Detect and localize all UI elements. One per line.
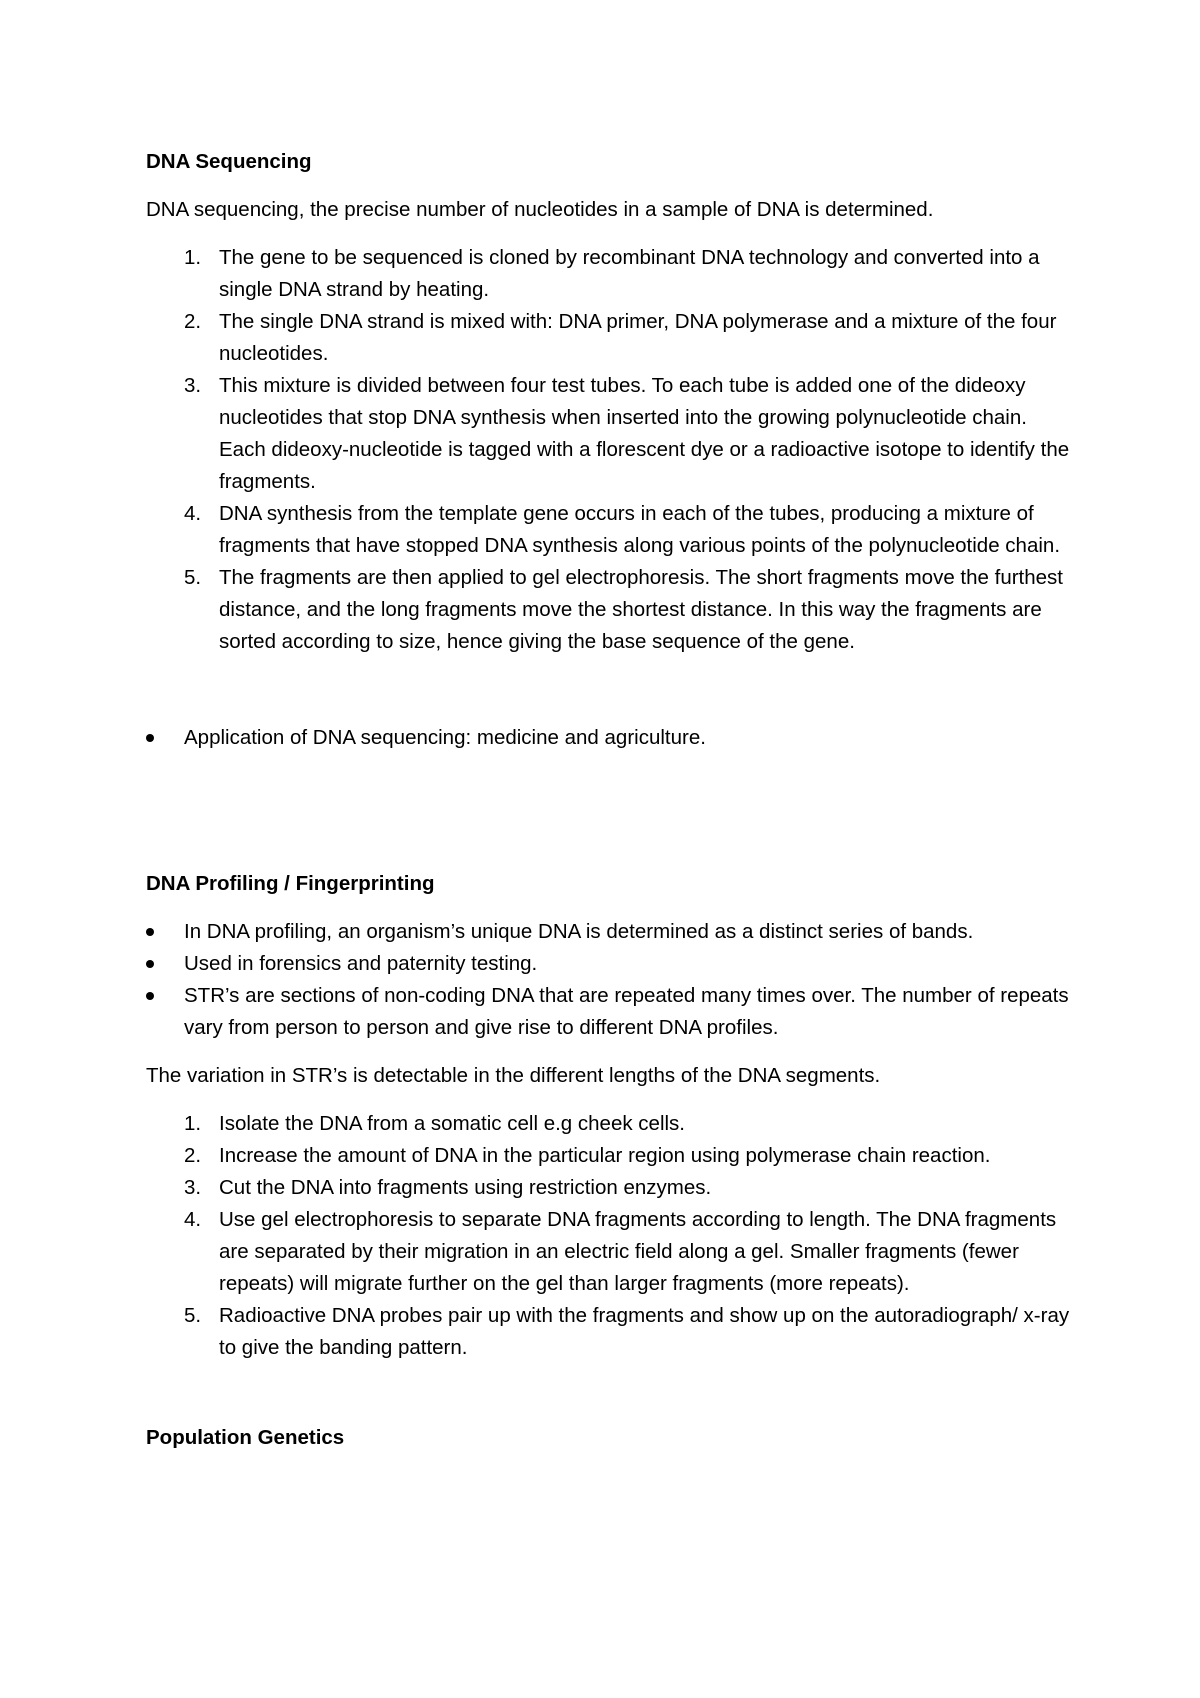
list-item: 3. This mixture is divided between four test tubes. To each tube is added one of the dideoxy nucleotides that stop DNA synthesis when inserted into the growing polynucleotide chain. Each dideoxy-nucleotide is tagged with a florescent dye or a radioactive isotope to identify the fragments. (184, 374, 1070, 493)
sequencing-steps (146, 242, 1076, 658)
section-title-population-genetics: Population Genetics (146, 1426, 345, 1449)
list-item: STR’s are sections of non-coding DNA that are repeated many times over. The number of repeats vary from person to person and give rise to different DNA profiles. (146, 980, 1076, 1044)
list-item: 4. DNA synthesis from the template gene occurs in each of the tubes, producing a mixture of fragments that have stopped DNA synthesis along various points of the polynucleotide chain. (184, 502, 1061, 557)
list-item: 2. Increase the amount of DNA in the particular region using polymerase chain reaction. (184, 1144, 991, 1167)
list-item: 3. Cut the DNA into fragments using restriction enzymes. (184, 1176, 712, 1199)
section-title-dna-sequencing: DNA Sequencing (146, 150, 312, 173)
list-item: 2. The single DNA strand is mixed with: DNA primer, DNA polymerase and a mixture of the four nucleotides. (184, 310, 1057, 365)
profiling-variation: The variation in STR’s is detectable in the different lengths of the DNA segments. (146, 1064, 881, 1087)
profiling-steps (146, 1108, 1076, 1364)
list-item: Application of DNA sequencing: medicine and agriculture. (146, 722, 1076, 754)
profiling-bullets (146, 916, 1076, 1044)
bullet-icon (146, 734, 154, 742)
sequencing-intro: DNA sequencing, the precise number of nucleotides in a sample of DNA is determined. (146, 198, 934, 221)
document-page (146, 146, 1076, 1454)
section-title-dna-profiling: DNA Profiling / Fingerprinting (146, 872, 435, 895)
list-item: 5. Radioactive DNA probes pair up with the fragments and show up on the autoradiograph/ x-ray to give the banding pattern. (184, 1304, 1070, 1359)
bullet-icon (146, 992, 154, 1000)
bullet-icon (146, 960, 154, 968)
list-item: Used in forensics and paternity testing. (146, 948, 1076, 980)
bullet-icon (146, 928, 154, 936)
list-item: In DNA profiling, an organism’s unique DNA is determined as a distinct series of bands. (146, 916, 1076, 948)
list-item: 5. The fragments are then applied to gel electrophoresis. The short fragments move the furthest distance, and the long fragments move the shortest distance. In this way the fragments are sorted according to size, hence giving the base sequence of the gene. (184, 566, 1063, 653)
list-item: 4. Use gel electrophoresis to separate DNA fragments according to length. The DNA fragments are separated by their migration in an electric field along a gel. Smaller fragments (fewer repeats) will migrate further on the gel than larger fragments (more repeats). (184, 1208, 1057, 1295)
list-item: 1. The gene to be sequenced is cloned by recombinant DNA technology and converted into a single DNA strand by heating. (184, 246, 1040, 301)
sequencing-application-list (146, 722, 1076, 754)
list-item: 1. Isolate the DNA from a somatic cell e.g cheek cells. (184, 1112, 686, 1135)
